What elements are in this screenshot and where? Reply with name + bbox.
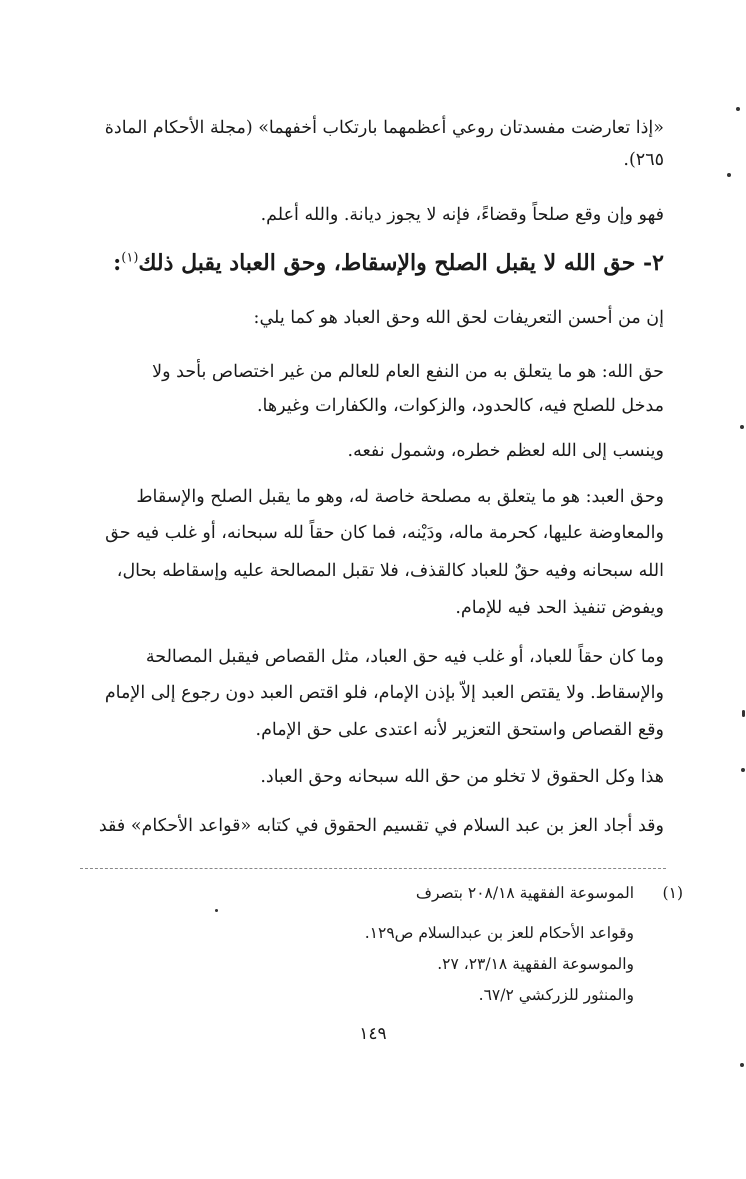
- paragraph-line: إن من أحسن التعريفات لحق الله وحق العباد هو كما يلي:: [253, 308, 664, 328]
- paragraph-line: مدخل للصلح فيه، كالحدود، والزكوات، والكفارات وغيرها.: [256, 396, 664, 416]
- footnote-line: والمنثور للزركشي ٦٧/٢.: [478, 986, 634, 1004]
- scan-speck: [741, 768, 745, 772]
- scan-speck: [727, 173, 731, 177]
- scan-speck: [742, 710, 745, 717]
- paragraph-line: حق الله: هو ما يتعلق به من النفع العام للعالم من غير اختصاص بأحد ولا: [152, 362, 664, 382]
- paragraph-line: ويفوض تنفيذ الحد فيه للإمام.: [455, 598, 664, 618]
- paragraph-line: فهو وإن وقع صلحاً وقضاءً، فإنه لا يجوز ديانة. والله أعلم.: [260, 205, 664, 225]
- scan-speck: [740, 425, 744, 429]
- paragraph-line: الله سبحانه وفيه حقٌ للعباد كالقذف، فلا تقبل المصالحة عليه وإسقاطه بحال،: [116, 561, 664, 581]
- paragraph-line: وما كان حقاً للعباد، أو غلب فيه حق العباد، مثل القصاص فيقبل المصالحة: [145, 647, 664, 667]
- paragraph-line: «إذا تعارضت مفسدتان روعي أعظمهما بارتكاب أخفهما» (مجلة الأحكام المادة: [104, 118, 664, 138]
- paragraph-line: وقع القصاص واستحق التعزير لأنه اعتدى على حق الإمام.: [255, 720, 664, 740]
- paragraph-line: وينسب إلى الله لعظم خطره، وشمول نفعه.: [347, 441, 664, 461]
- footnote-line: الموسوعة الفقهية ٢٠٨/١٨ بتصرف: [415, 884, 634, 902]
- paragraph-line: والمعاوضة عليها، كحرمة ماله، ودَيْنه، فما كان حقاً لله سبحانه، أو غلب فيه حق: [105, 523, 664, 543]
- footnote-divider: [80, 868, 666, 869]
- scan-speck: [215, 909, 218, 912]
- paragraph-line: وقد أجاد العز بن عبد السلام في تقسيم الحقوق في كتابه «قواعد الأحكام» فقد: [98, 816, 664, 836]
- footnote-ref: (١): [121, 250, 139, 266]
- footnote-marker: (١): [662, 884, 683, 902]
- heading-colon: :: [113, 250, 122, 276]
- footnote-line: وقواعد الأحكام للعز بن عبدالسلام ص١٢٩.: [364, 924, 634, 942]
- paragraph-line: هذا وكل الحقوق لا تخلو من حق الله سبحانه وحق العباد.: [260, 767, 664, 787]
- heading-text: ٢- حق الله لا يقبل الصلح والإسقاط، وحق العباد يقبل ذلك: [138, 250, 664, 276]
- scan-speck: [740, 1063, 744, 1067]
- paragraph-line: ٢٦٥).: [623, 150, 664, 170]
- paragraph-line: وحق العبد: هو ما يتعلق به مصلحة خاصة له، وهو ما يقبل الصلح والإسقاط: [136, 487, 664, 507]
- paragraph-line: والإسقاط. ولا يقتص العبد إلاّ بإذن الإمام، فلو اقتص العبد دون رجوع إلى الإمام: [104, 683, 664, 703]
- scan-speck: [736, 107, 740, 111]
- page-number: ١٤٩: [359, 1024, 387, 1044]
- section-heading: [64, 250, 664, 276]
- footnote-line: والموسوعة الفقهية ٢٣/١٨، ٢٧.: [437, 955, 634, 973]
